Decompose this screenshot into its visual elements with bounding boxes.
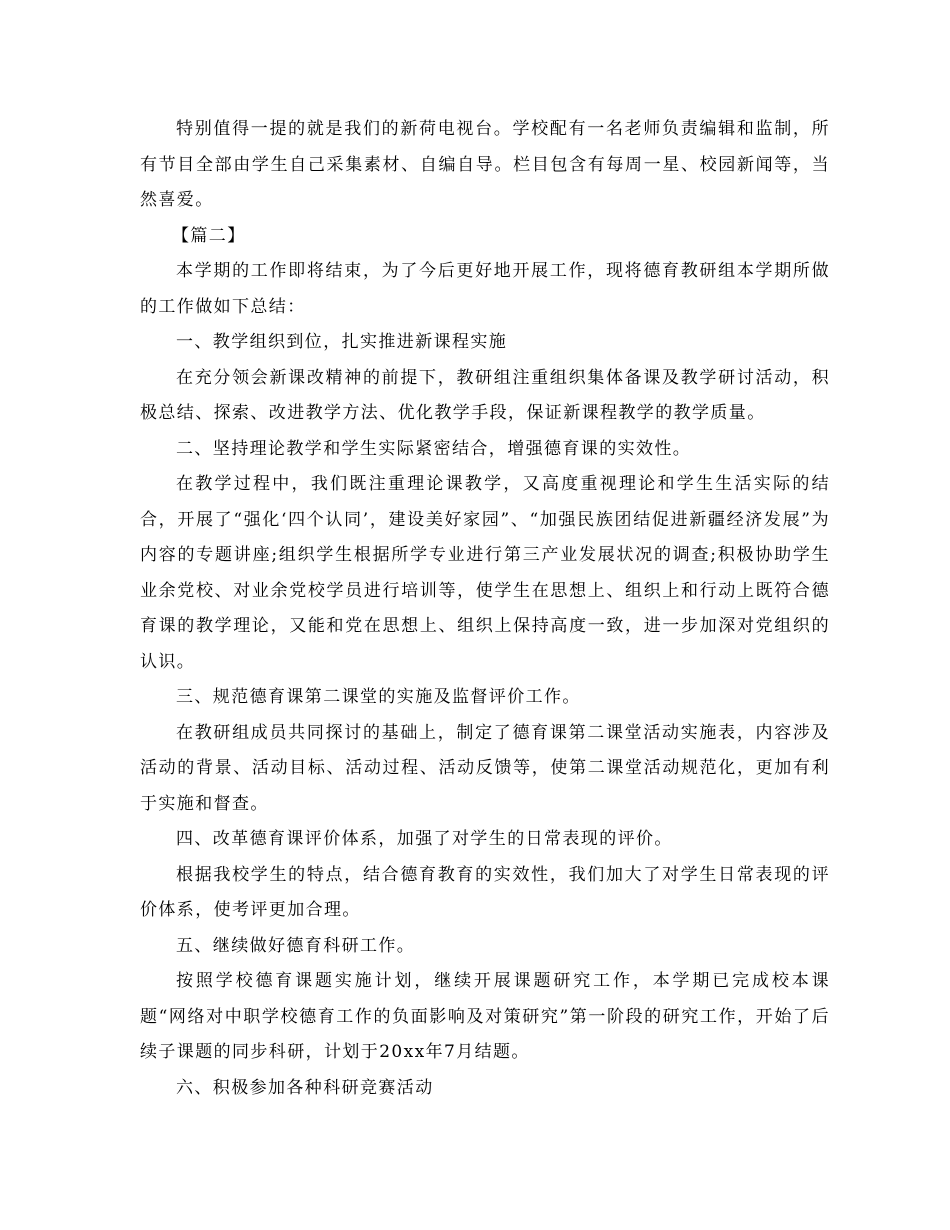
paragraph-section-4: 根据我校学生的特点，结合德育教育的实效性，我们加大了对学生日常表现的评价体系，使考评更加合理。	[140, 864, 830, 920]
section-marker-part-two: 【篇二】	[172, 225, 246, 246]
paragraph-section-2: 在教学过程中，我们既注重理论课教学，又高度重视理论和学生生活实际的结合，开展了“强化‘四个认同’，建设美好家园”、“加强民族团结促进新疆经济发展”为内容的专题讲座;组织学生根据所学专业进行第三产业发展状况的调查;积极协助学生业余党校、对业余党校学员进行培训等，使学生在思想上、组织上和行动上既符合德育课的教学理论，又能和党在思想上、组织上保持高度一致，进一步加深对党组织的认识。	[140, 474, 830, 672]
paragraph-section-1: 在充分领会新课改精神的前提下，教研组注重组织集体备课及教学研讨活动，积极总结、探索、改进教学方法、优化教学手段，保证新课程教学的教学质量。	[140, 367, 830, 423]
paragraph-tv-station: 特别值得一提的就是我们的新荷电视台。学校配有一名老师负责编辑和监制，所有节目全部由学生自己采集素材、自编自导。栏目包含有每周一星、校园新闻等，当然喜爱。	[140, 119, 830, 210]
heading-section-5: 五、继续做好德育科研工作。	[176, 935, 416, 956]
heading-section-6: 六、积极参加各种科研竞赛活动	[176, 1077, 434, 1098]
paragraph-intro: 本学期的工作即将结束，为了今后更好地开展工作，现将德育教研组本学期所做的工作做如下总结：	[140, 261, 830, 317]
heading-section-2: 二、坚持理论教学和学生实际紧密结合，增强德育课的实效性。	[176, 438, 692, 459]
document-body	[140, 112, 830, 1106]
paragraph-section-5: 按照学校德育课题实施计划，继续开展课题研究工作，本学期已完成校本课题“网络对中职学校德育工作的负面影响及对策研究”第一阶段的研究工作，开始了后续子课题的同步科研，计划于20xx年7月结题。	[140, 971, 830, 1062]
paragraph-section-3: 在教研组成员共同探讨的基础上，制定了德育课第二课堂活动实施表，内容涉及活动的背景、活动目标、活动过程、活动反馈等，使第二课堂活动规范化，更加有利于实施和督查。	[140, 722, 830, 814]
heading-section-1: 一、教学组织到位，扎实推进新课程实施	[176, 332, 508, 352]
heading-section-4: 四、改革德育课评价体系，加强了对学生的日常表现的评价。	[176, 829, 673, 849]
heading-section-3: 三、规范德育课第二课堂的实施及监督评价工作。	[176, 687, 581, 707]
